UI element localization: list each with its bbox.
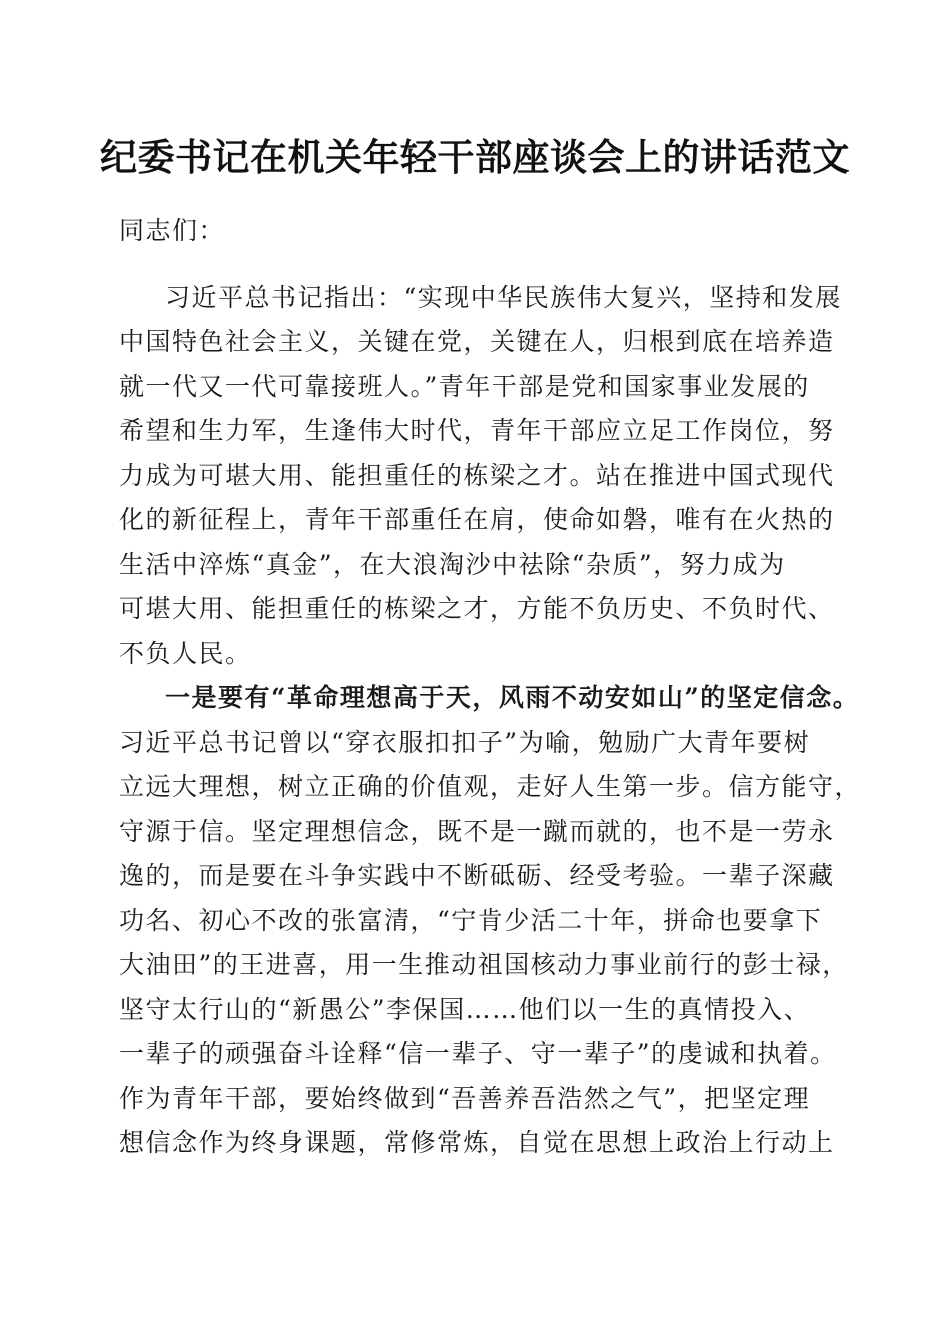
paragraph-1-line: 可堪大用、能担重任的栋梁之才，方能不负历史、不负时代、 [119,594,835,623]
paragraph-2-line: 想信念作为终身课题，常修常炼，自觉在思想上政治上行动上 [119,1128,835,1157]
paragraph-2-line: 功名、初心不改的张富清，“宁肯少活二十年，拼命也要拿下 [119,906,823,935]
paragraph-2-line: 一辈子的顽强奋斗诠释“信一辈子、守一辈子”的虔诚和执着。 [119,1039,837,1068]
paragraph-2-line: 大油田”的王进喜，用一生推动祖国核动力事业前行的彭士禄， [119,950,849,979]
paragraph-2-line: 逸的，而是要在斗争实践中不断砥砺、经受考验。一辈子深藏 [119,861,835,890]
salutation: 同志们： [119,216,226,245]
paragraph-1-line: 不负人民。 [119,639,252,668]
paragraph-1-line: 中国特色社会主义，关键在党，关键在人，归根到底在培养造 [119,327,835,356]
paragraph-2-line: 习近平总书记曾以“穿衣服扣扣子”为喻，勉励广大青年要树 [119,728,811,757]
document-title: 纪委书记在机关年轻干部座谈会上的讲话范文 [100,136,850,179]
paragraph-1-line: 希望和生力军，生逢伟大时代，青年干部应立足工作岗位，努 [119,416,835,445]
paragraph-2-line: 守源于信。坚定理想信念，既不是一蹴而就的，也不是一劳永 [119,817,835,846]
paragraph-2-line: 立远大理想，树立正确的价值观，走好人生第一步。信方能守， [119,772,862,801]
paragraph-1-line: 习近平总书记指出：“实现中华民族伟大复兴，坚持和发展 [165,283,842,312]
paragraph-1-line: 就一代又一代可靠接班人。”青年干部是党和国家事业发展的 [119,372,810,401]
paragraph-2-line: 作为青年干部，要始终做到“吾善养吾浩然之气”，把坚定理 [119,1084,811,1113]
paragraph-2-heading: 一是要有“革命理想高于天，风雨不动安如山”的坚定信念。 [165,683,860,712]
paragraph-1-line: 生活中淬炼“真金”，在大浪淘沙中祛除“杂质”，努力成为 [119,550,786,579]
paragraph-2-line: 坚守太行山的“新愚公”李保国……他们以一生的真情投入、 [119,995,811,1024]
paragraph-1-line: 化的新征程上，青年干部重任在肩，使命如磐，唯有在火热的 [119,505,835,534]
paragraph-1-line: 力成为可堪大用、能担重任的栋梁之才。站在推进中国式现代 [119,461,835,490]
